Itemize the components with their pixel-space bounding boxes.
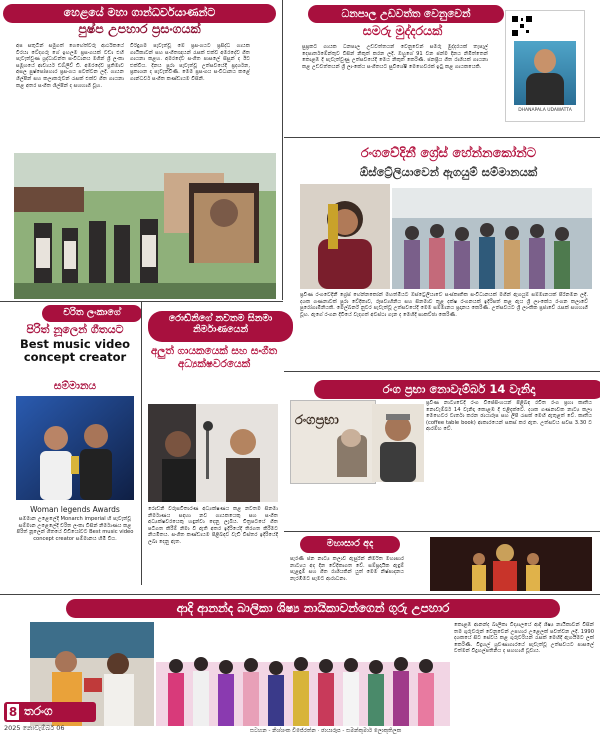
photo-ananda-group	[156, 622, 450, 726]
headline-udawatta: ධනපාල උඩවත්ත වෙනුවෙන්	[308, 5, 504, 23]
divider-vertical-left-col	[141, 302, 142, 585]
subheadline-rodney: අලුත් ගායකයෙක් සහ සංගීත අධ්‍යක්ෂවරයෙක්	[150, 345, 278, 370]
book-title: රංගප්‍රභා	[295, 413, 339, 428]
photo-grace-award	[300, 184, 390, 289]
body-gandharva-col1: අප සතුටින් සමුගත් ගෙහේත්වරු ආර්ථිකයේ වීරයා වේදගරු ගේ ඉහලම ප්‍රසංගයක් වඩා එහි පැවැත්වුණ ශ්‍රද්ධාවන්ත සංවිධානය මගින් ශ්‍රී ලංකා සමූහයේ ආචාර්ය ඩබ්ලිව් ඩී. අමරදේව ප්‍රතිමාව අසල පුෂ්පෝපහාර ප්‍රසංගය පවත්වන ලදී. ගායන ශිල්පීන් සහ කලාකරුවන් රැසක් එක්ව ගීත ගායනා කළ අතර සංගීත ශිල්පීන් ද සහභාගී වූහ.	[16, 43, 124, 89]
body-grace: ප්‍රවීණ රංගවේදිනී ග්‍රේස් හේන්නකෝන් මහත්මියට ඕස්ට්‍රේලියාවේ සංස්කෘතික සංවිධානයක් මගින් ඇගයුම් සම්මානයක් පිරිනමන ලදී. දශක ගණනාවක් පුරා වේදිකාව, රූපවාහිනිය සහ සිනමාව තුළ දක්ෂ රංගනයක් ඉදිරිපත් කළ ඇය ශ්‍රී ලාංකේය රංගන කලාවේ පුරෝගාමිනියකි. මෙල්බර්න් නුවර පැවැත්වූ උත්සවයේදී මෙම සම්මානය ප්‍රදානය කෙරිණි. උත්සවයට ශ්‍රී ලාංකික ප්‍රජාවේ රැසක් සහභාගී වූහ. ඇගේ රංගන දිවියේ වැදගත් අවස්ථා ගැන ද මෙහිදී සාකච්ඡා කෙරිණි.	[300, 292, 588, 318]
photo-rodney-singers	[148, 404, 278, 502]
photo-mahasara-drama	[430, 537, 592, 591]
subheadline-charith-2: සම්මානය	[53, 380, 97, 392]
divider-horizontal-bottom	[0, 594, 600, 595]
body-rodney: රොඩ්නි වරුසවිතාරණ අධ්‍යක්ෂණය කළ නවතම සිනමා නිර්මාණය සඳහා නව ගායකයෙකු සහ සංගීත අධ්‍යක්ෂවරයෙකු හඳුන්වා දෙනු ලැබීය. චිත්‍රපටයේ ගීත පටිගත කිරීම් නිමා වී ඇති අතර ඉදිරියේදී තිරගත කිරීමට නියමිතය. සංගීත කණ්ඩායම පිළිබඳව වැඩි විස්තර ඉදිරියේදී ලබා දෙනු ඇත.	[148, 506, 278, 545]
divider-horizontal-mahasara	[284, 531, 600, 532]
body-mahasara: පැරණි ජන නාට්‍ය කලාව ඇසුරින් නිර්මිත මහාසාර නාට්‍යය අද දින වේදිකාගත වේ. සම්ප්‍රදායික ඇඳුම් පැළඳුම් සහ ගීත රාශියකින් යුත් මෙම නිෂ්පාදනය නැරඹීමට සැමට ආරාධනා.	[290, 556, 404, 582]
body-ananda-balika: කොළඹ ආනන්ද බාලිකා විද්‍යාලයේ ආදි ශිෂ්‍ය නායිකාවන් විසින් තම ගුරුවරුන් වෙනුවෙන් උපහාර උළෙලක් පවත්වන ලදී. 1990 දශකයේ සිට සේවය කළ ගුරුවරියන් රැසක් මෙහිදී ඇගයීමට ලක් කෙරිණි. විදුහල් ශ්‍රවණාගාරයේ පැවැත්වූ උත්සවයට පාසලේ වත්මන් විදුහල්පතිනිය ද සහභාගී වූවාය.	[454, 622, 594, 655]
divider-horizontal-right	[284, 137, 600, 138]
footer-date: 2025 නොවැම්බර් 06	[4, 724, 65, 732]
footer-credits: සටහන - නිශ්ශංක විජේරත්න · ඡායාරූප - සමන්කුමාර් ලොකුතිලක	[250, 728, 402, 734]
subheadline-grace: ඕස්ට්‍රේලියාවෙන් ඇගයුම් සම්මානයක්	[359, 165, 538, 179]
award-name: Best music video concept creator	[19, 337, 131, 364]
headline-ranga-prabha: රංග ප්‍රභා නොවැම්බර් 14 වැනිදා	[314, 380, 600, 399]
photo-charith-award	[16, 396, 134, 500]
subheadline-gandharva: පුෂ්ප උපහාර ප්‍රසංගයක්	[78, 21, 201, 36]
headline-ananda-balika: ආදි ආනන්ද බාලිකා ශිෂ්‍ය නායිකාවන්ගෙන් ගුරු උපහාර	[66, 599, 560, 618]
headline-gandharva: හෙළයේ මහා ගාන්ධර්වයාණන්ට	[3, 4, 276, 23]
stamp-portrait	[514, 41, 576, 105]
qr-code-icon	[511, 15, 533, 37]
caption-woman-legends: Woman legends Awards	[30, 505, 120, 514]
photo-gandharva-ceremony	[14, 153, 276, 299]
divider-vertical-top	[282, 0, 283, 300]
subheadline-charith: පිරිත් නූලෙන් ගීතයට	[26, 323, 124, 336]
body-charith: සම්මාන උළෙලේදී Monarch imperial හි පැවැත්වූ සම්මාන උළෙලේදී චරිත ලංකා විසින් නිර්මාණය කළ පිරිත් නූලෙන් ගීතයේ වීඩියෝවට Best music video concept creator සම්මානය හිමි විය.	[16, 516, 134, 542]
logo-text: තරංග	[24, 704, 53, 718]
body-ranga-prabha: ප්‍රවීණ නාට්‍යවේදී රංග විජේසිංහයන් පිළිබඳ රචිත රංග ප්‍රභා කෘතිය නොවැම්බර් 14 වැනිදා කොළඹ දී එළිදැක්වේ. දශක ගණනාවක නාට්‍ය කලා මෙහෙවර වාර්තා කරන ඡායාරූප සහ ලිපි රැසක් මෙහි ඇතුළත් වේ. කෘතිය (coffee table book) ආකාරයෙන් සකස් කර ඇත. උත්සවය සවස 3.30 ට ආරම්භ වේ.	[426, 400, 592, 433]
photo-ranga-portrait	[372, 404, 424, 482]
body-udawatta: සුප්‍රකට ගායක ධනපාල උඩවත්තයන් වෙනුවෙන් සමරු මුද්දරයක් තැපැල් දෙපාර්තමේන්තුව විසින් නිකුත් කරන ලදී. ඔහුගේ 91 වන ජන්ම දිනය නිමිත්තෙන් කොළඹ දී පැවැත්වුණු උත්සවයේදී මෙය නිකුත් කෙරිණි. ජනප්‍රිය ගීත රාශියක් ගායනා කළ උඩවත්තයන් ශ්‍රී ලාංකේය සංගීතයට සුවිශේෂී මෙහෙවරක් ඉටු කළ ගායකයෙකි.	[302, 44, 488, 70]
body-gandharva-col2: විරිඳුගම පැවැත්වූ මේ ප්‍රසංගයට ප්‍රසිද්ධ ගායක ගායිකාවන් සහ සංගීතඥයන් රැසක් එක්ව අමරදේව ගීත ගායනා කළහ. අමරදේව සංගීත පාසලේ සිසුන් ද ඊට එක්විය. දිනය පුරා පැවැත්වූ උත්සවයේදී ප්‍රදර්ශන, ප්‍රකාශන ද පැවැත්විණි. මෙම ප්‍රසංගය සංවිධානය කළේ ගාන්ධර්ව සංගීත කණ්ඩායම විසිනි.	[130, 43, 250, 82]
headline-mahasara: මහාසාර අද	[300, 536, 400, 553]
subheadline-udawatta: සමරු මුද්දරයක්	[362, 23, 443, 38]
headline-charith: චරිත ලංකාගේ	[42, 305, 142, 322]
logo-badge	[4, 702, 96, 722]
photo-grace-audience	[392, 188, 592, 289]
divider-horizontal-mid-right	[284, 371, 600, 372]
stamp-name: DHANAPALA UDAWATTA	[518, 108, 572, 113]
headline-grace: රංගවේදිනී ග්‍රේස් හේන්නකෝන්ට	[360, 146, 537, 161]
stamp-image	[505, 10, 585, 122]
headline-rodney: රොඩ්නිගේ නවතම සිනමා නිර්මාණයෙන්	[148, 311, 293, 342]
logo-number-icon: 8	[8, 705, 18, 719]
book-cover	[290, 400, 376, 484]
